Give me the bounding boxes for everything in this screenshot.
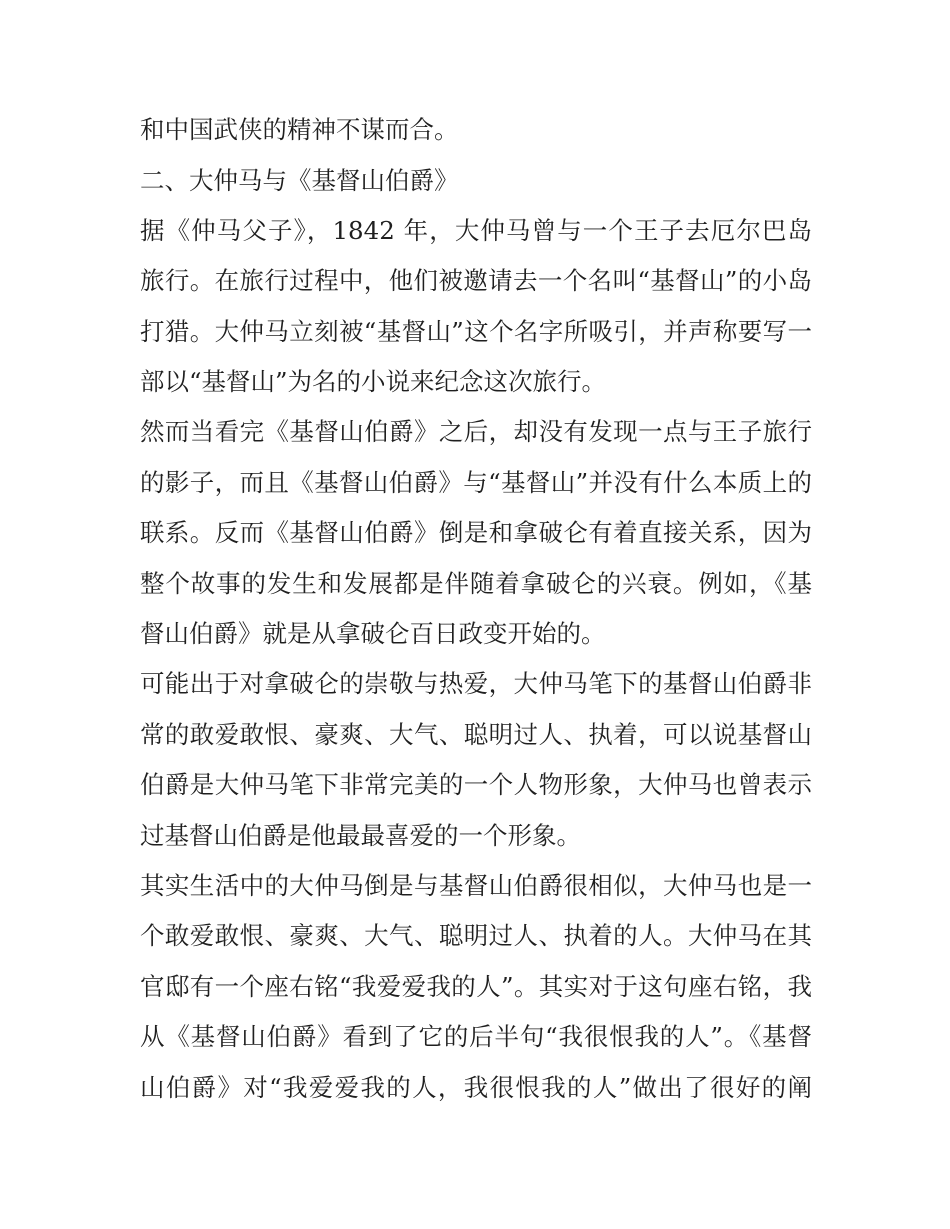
- text-line: 山伯爵》对“我爱爱我的人，我很恨我的人”做出了很好的阐: [140, 1073, 812, 1102]
- text-line: 部以“基督山”为名的小说来纪念这次旅行。: [140, 367, 607, 396]
- text-line: 常的敢爱敢恨、豪爽、大气、聪明过人、执着，可以说基督山: [140, 720, 812, 749]
- text-line: 整个故事的发生和发展都是伴随着拿破仑的兴衰。例如，《基: [140, 569, 812, 598]
- text-line: 督山伯爵》就是从拿破仑百日政变开始的。: [140, 619, 606, 648]
- text-line: 的影子，而且《基督山伯爵》与“基督山”并没有什么本质上的: [140, 468, 812, 497]
- text-line: 个敢爱敢恨、豪爽、大气、聪明过人、执着的人。大仲马在其: [140, 921, 812, 950]
- section-heading: 二、大仲马与《基督山伯爵》: [140, 166, 459, 195]
- text-line: 其实生活中的大仲马倒是与基督山伯爵很相似，大仲马也是一: [140, 871, 812, 900]
- text-line: 联系。反而《基督山伯爵》倒是和拿破仑有着直接关系，因为: [140, 518, 812, 547]
- text-line: 然而当看完《基督山伯爵》之后，却没有发现一点与王子旅行: [140, 417, 812, 446]
- text-line: 打猎。大仲马立刻被“基督山”这个名字所吸引，并声称要写一: [140, 317, 812, 346]
- text-line: 旅行。在旅行过程中，他们被邀请去一个名叫“基督山”的小岛: [140, 266, 812, 295]
- text-line: 可能出于对拿破仑的崇敬与热爱，大仲马笔下的基督山伯爵非: [140, 669, 812, 698]
- text-line: 过基督山伯爵是他最最喜爱的一个形象。: [140, 821, 581, 850]
- text-line: 从《基督山伯爵》看到了它的后半句“我很恨我的人”。《基督: [140, 1022, 812, 1051]
- text-line: 和中国武侠的精神不谋而合。: [140, 115, 459, 144]
- text-line: 官邸有一个座右铭“我爱爱我的人”。其实对于这句座右铭，我: [140, 972, 812, 1001]
- text-line: 伯爵是大仲马笔下非常完美的一个人物形象，大仲马也曾表示: [140, 770, 812, 799]
- text-line: 据《仲马父子》，1842 年，大仲马曾与一个王子去厄尔巴岛: [140, 216, 812, 245]
